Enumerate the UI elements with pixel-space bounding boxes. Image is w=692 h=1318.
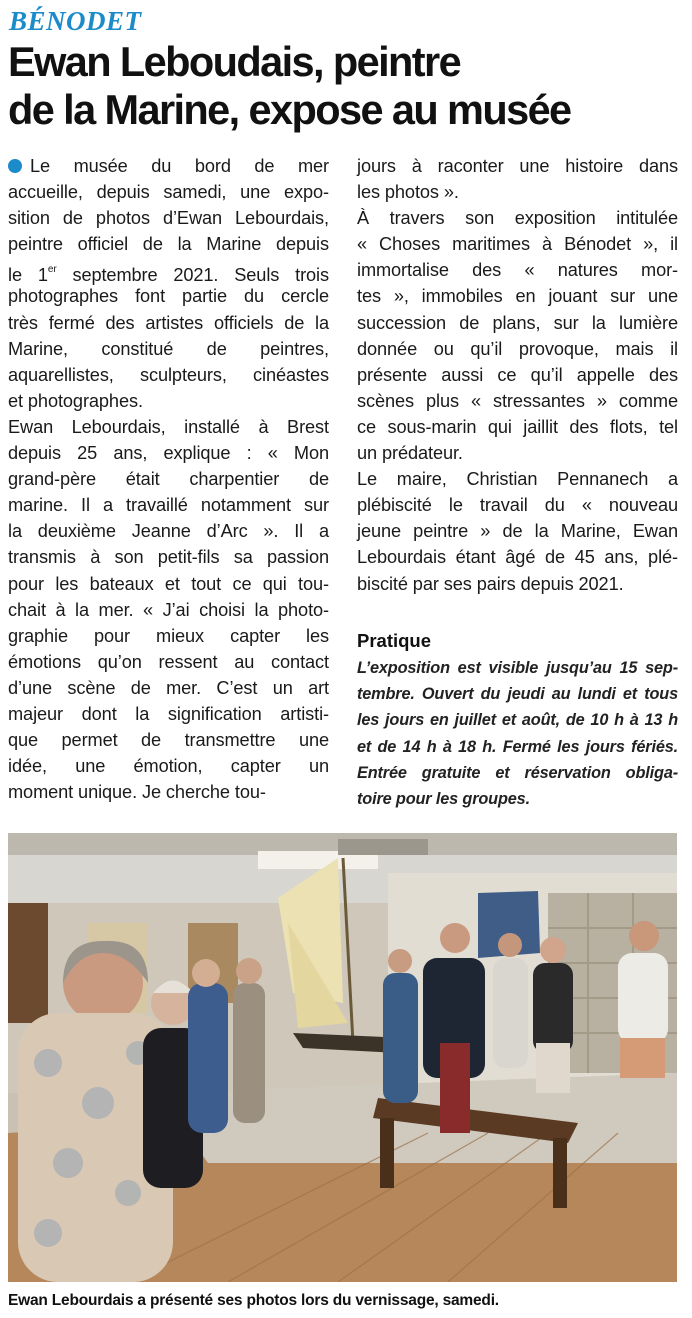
text-run: septembre 2021. Seuls trois [72,265,329,286]
text-line: très fermé des artistes officiels de la [8,312,329,333]
text-line: émotions qu’on ressent au contact [8,651,329,672]
superscript: er [47,264,57,276]
text-line: jours à raconter une histoire dans [357,156,678,176]
text-line: scènes plus « stressantes » comme [357,390,678,411]
kicker: BÉNODET [9,6,142,36]
text-line: biscité par ses pairs depuis 2021. [357,573,624,594]
text-line: sition de photos d’Ewan Lebourdais, [8,208,329,229]
text-line: accueille, depuis samedi, une expo- [8,182,329,203]
text-line: présente aussi ce qu’il appelle des [357,364,678,385]
text-line: jeune peintre » de la Marine, Ewan [357,521,678,542]
text-line: d’une scène de mer. C’est un art [8,677,329,698]
vernissage-photo-illustration [8,833,677,1282]
text-line: un prédateur. [357,443,463,464]
text-line: grand-père était charpentier de [8,469,329,490]
text-line: ce sous-marin qui jaillit des flots, tel [357,416,678,437]
text-line: tembre. Ouvert du jeudi au lundi et tous [357,685,678,704]
headline-line-2: de la Marine, expose au musée [8,86,571,133]
text-line: la deuxième Jeanne d’Arc ». Il a [8,521,329,542]
text-line: peintre officiel de la Marine depuis [8,234,329,255]
text-line [8,257,329,286]
text-line: Entrée gratuite et réservation obliga- [357,763,678,782]
article-column-right [357,153,678,597]
text-line: et de 14 h à 18 h. Fermé les jours fériés. [357,737,678,756]
text-line: plébiscité le travail du « nouveau [357,495,678,516]
text-line: photographes font partie du cercle [8,286,329,307]
headline-line-1: Ewan Leboudais, peintre [8,38,461,85]
text-line: Le maire, Christian Pennanech a [357,469,678,490]
text-run: Le musée du bord de mer [30,156,329,176]
text-line: « Choses maritimes à Bénodet », il [357,234,678,255]
headline [8,38,688,134]
text-line: donnée ou qu’il provoque, mais il [357,338,678,359]
text-run: le 1 [8,265,48,286]
text-line: chait à la mer. « J’ai choisi la photo- [8,599,329,620]
text-line: moment unique. Je cherche tou- [8,782,266,803]
text-line: pour les bateaux et tout ce qui tou- [8,573,329,594]
pratique-info [357,655,678,812]
text-line: immortalise des « natures mor- [357,260,678,281]
text-line: L’exposition est visible jusqu’au 15 sep- [357,659,678,677]
text-line: idée, une émotion, capter un [8,756,329,777]
text-line: marine. Il a travaillé notamment sur [8,495,329,516]
text-line: transmis à son petit-fils sa passion [8,547,329,568]
text-line: que permet de transmettre une [8,730,329,751]
text-line: tes », immobiles en jouant sur une [357,286,678,307]
photo-caption: Ewan Lebourdais a présenté ses photos lors du vernissage, samedi. [8,1292,499,1309]
text-line: depuis 25 ans, explique : « Mon [8,443,329,464]
text-line: graphie pour mieux capter les [8,625,329,646]
text-line: Lebourdais étant âgé de 45 ans, plé- [357,547,678,568]
text-line: À travers son exposition intitulée [357,208,678,229]
text-line: succession de plans, sur la lumière [357,312,678,333]
text-line: les photos ». [357,182,459,203]
blue-dot-icon [8,159,22,173]
text-line: toire pour les groupes. [357,789,530,808]
text-line: Marine, constitué de peintres, [8,338,329,359]
text-line [8,153,329,179]
text-line: majeur dont la signification artisti- [8,703,329,724]
article-column-left [8,153,329,805]
article-photo [8,833,677,1282]
pratique-heading: Pratique [357,630,432,651]
text-line: les jours en juillet et août, de 10 h à 13 h [357,711,678,730]
text-line: aquarellistes, sculpteurs, cinéastes [8,364,329,385]
text-line: Ewan Lebourdais, installé à Brest [8,416,329,437]
text-line: et photographes. [8,390,143,411]
